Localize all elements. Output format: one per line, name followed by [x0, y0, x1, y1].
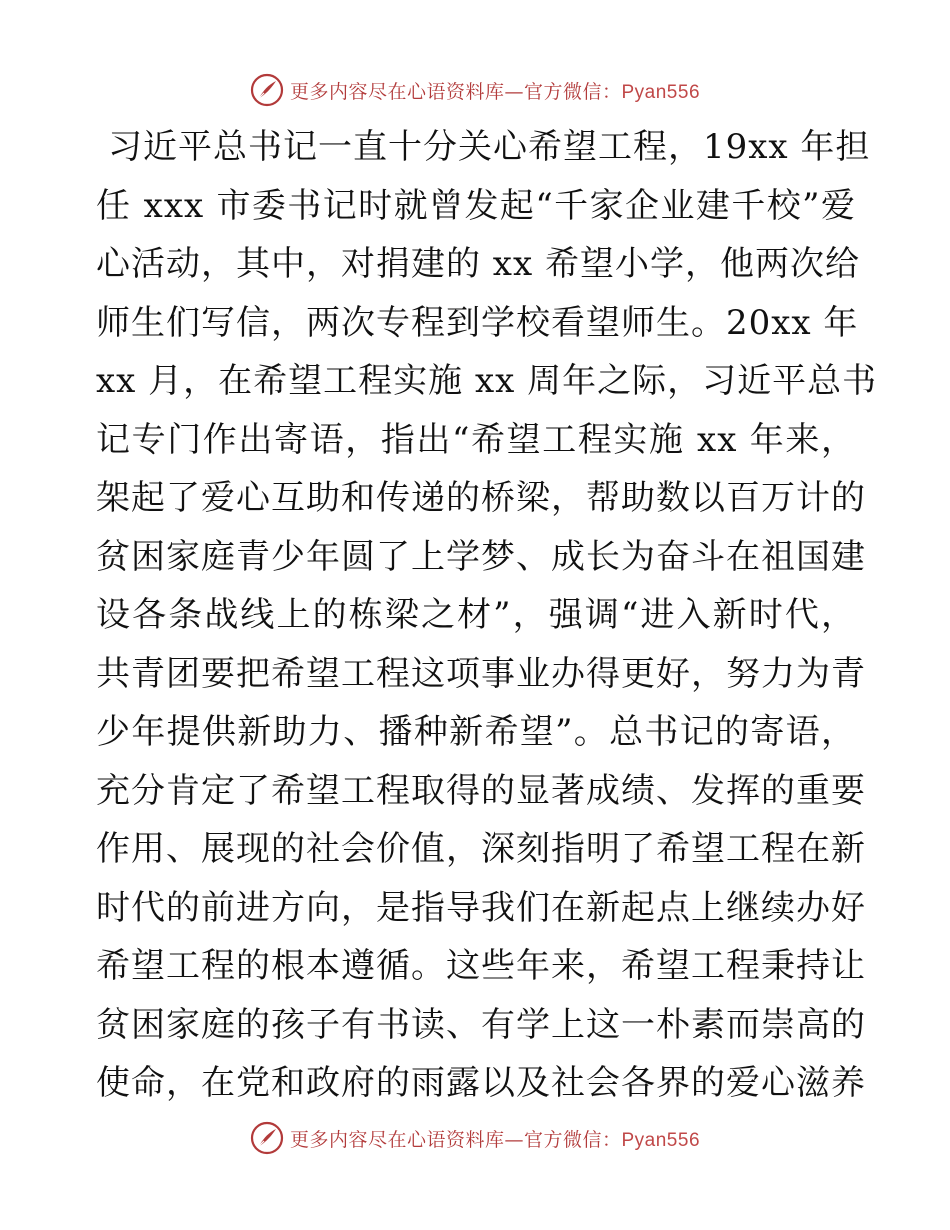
body-line: 共青团要把希望工程这项事业办得更好，努力为青 [96, 653, 866, 694]
body-line: 希望工程的根本遵循。这些年来，希望工程秉持让 [96, 946, 866, 986]
document-body [96, 118, 878, 1113]
body-line: 架起了爱心互助和传递的桥梁，帮助数以百万计的 [96, 478, 866, 518]
footer-contact-text: 官方微信： [523, 1128, 622, 1151]
body-line: 使命，在党和政府的雨露以及社会各界的爱心滋养 [96, 1063, 866, 1103]
body-line: 贫困家庭的孩子有书读、有学上这一朴素而崇高的 [96, 1004, 866, 1045]
body-line: xx 月，在希望工程实施 xx 周年之际，习近平总书 [96, 361, 878, 401]
body-line: 习近平总书记一直十分关心希望工程，19xx 年担 [108, 127, 871, 167]
footer-handle: Pyan556 [621, 1129, 701, 1151]
body-line: 时代的前进方向，是指导我们在新起点上继续办好 [96, 887, 866, 928]
body-line: 心活动，其中，对捐建的 xx 希望小学，他两次给 [96, 244, 860, 284]
quill-pen-logo-icon [250, 73, 284, 107]
header-handle: Pyan556 [621, 81, 701, 103]
footer-banner-text [290, 1125, 700, 1152]
header-contact-text: 官方微信： [523, 80, 622, 103]
footer-separator: — [504, 1128, 524, 1151]
body-line: 记专门作出寄语，指出“希望工程实施 xx 年来， [96, 419, 856, 460]
body-line: 少年提供新助力、播种新希望”。总书记的寄语， [96, 712, 856, 752]
body-line: 作用、展现的社会价值，深刻指明了希望工程在新 [96, 829, 866, 869]
body-line: 师生们写信，两次专程到学校看望师生。20xx 年 [96, 302, 859, 343]
body-line: 充分肯定了希望工程取得的显著成绩、发挥的重要 [96, 770, 866, 811]
footer-banner [0, 1116, 950, 1160]
header-site-text: 更多内容尽在心语资料库 [289, 80, 505, 103]
header-separator: — [504, 80, 524, 103]
body-line: 贫困家庭青少年圆了上学梦、成长为奋斗在祖国建 [96, 536, 866, 577]
quill-pen-logo-icon [250, 1121, 284, 1155]
footer-site-text: 更多内容尽在心语资料库 [289, 1128, 505, 1151]
body-line: 任 xxx 市委书记时就曾发起“千家企业建千校”爱 [96, 185, 856, 226]
header-banner [0, 68, 950, 112]
header-banner-text [290, 77, 700, 104]
body-line: 设各条战线上的栋梁之材”，强调“进入新时代， [96, 595, 856, 635]
